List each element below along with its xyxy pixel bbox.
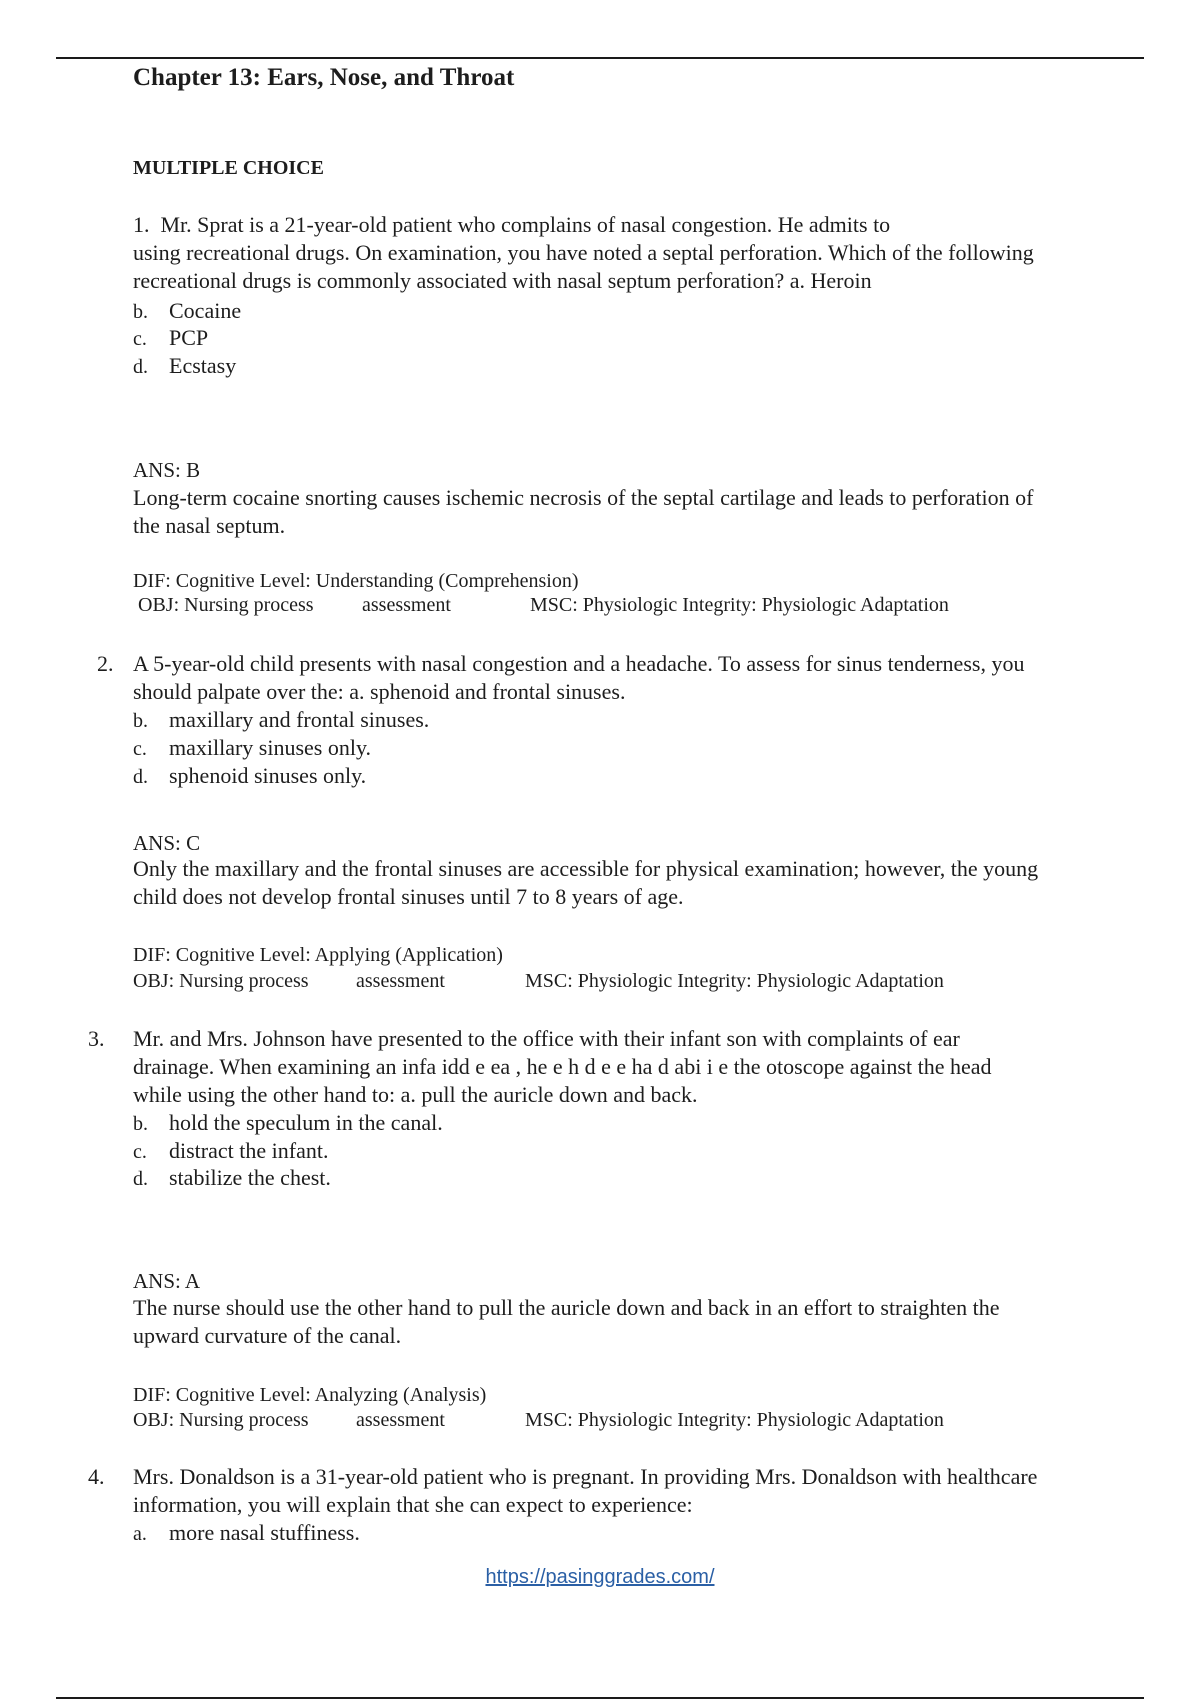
question-stem-line: Mr. Sprat is a 21-year-old patient who complains of nasal congestion. He admits to: [160, 212, 891, 237]
answer-key: ANS: C: [133, 831, 201, 855]
question-stem-line: while using the other hand to: a. pull the auricle down and back.: [133, 1082, 698, 1107]
answer-option: [133, 1164, 331, 1193]
rationale-line: The nurse should use the other hand to pull the auricle down and back in an effort to straighten the: [133, 1295, 1000, 1320]
answer-option: [133, 324, 208, 353]
question-stem-line: Mr. and Mrs. Johnson have presented to the office with their infant son with complaints of ear: [133, 1026, 960, 1051]
question-number: 1.: [133, 212, 150, 237]
answer-option: [133, 762, 366, 791]
option-letter: c.: [133, 738, 147, 760]
option-text: distract the infant.: [169, 1138, 329, 1163]
option-text: sphenoid sinuses only.: [169, 763, 367, 788]
question-stem-line: Mrs. Donaldson is a 31-year-old patient who is pregnant. In providing Mrs. Donaldson with healthcare: [133, 1464, 1038, 1489]
option-letter: b.: [133, 301, 148, 323]
question-number: 2.: [97, 651, 114, 676]
section-heading: MULTIPLE CHOICE: [133, 157, 324, 179]
question-number: 3.: [88, 1026, 105, 1051]
objective: OBJ: Nursing process: [138, 594, 314, 616]
rationale-line: child does not develop frontal sinuses until 7 to 8 years of age.: [133, 884, 684, 909]
answer-option: [133, 734, 371, 763]
answer-key: ANS: B: [133, 458, 201, 482]
msc-category: MSC: Physiologic Integrity: Physiologic Adaptation: [525, 970, 944, 992]
msc-category: MSC: Physiologic Integrity: Physiologic Adaptation: [525, 1409, 944, 1431]
rationale-line: Long-term cocaine snorting causes ischemic necrosis of the septal cartilage and leads to perforation of: [133, 485, 1034, 510]
rationale-line: Only the maxillary and the frontal sinuses are accessible for physical examination; however, the young: [133, 856, 1039, 881]
answer-key: ANS: A: [133, 1269, 201, 1293]
difficulty-level: DIF: Cognitive Level: Analyzing (Analysis): [133, 1384, 487, 1406]
option-text: PCP: [169, 325, 209, 350]
option-text: hold the speculum in the canal.: [169, 1110, 443, 1135]
objective-value: assessment: [362, 594, 451, 616]
bottom-rule: [56, 1697, 1144, 1699]
option-letter: b.: [133, 710, 148, 732]
option-text: Ecstasy: [169, 353, 237, 378]
difficulty-level: DIF: Cognitive Level: Applying (Application): [133, 944, 503, 966]
question-stem-line: recreational drugs is commonly associated with nasal septum perforation? a. Heroin: [133, 268, 872, 293]
answer-option: [133, 706, 429, 735]
objective-value: assessment: [356, 1409, 445, 1431]
question-stem-line: A 5-year-old child presents with nasal congestion and a headache. To assess for sinus tenderness, you: [133, 651, 1025, 676]
option-text: more nasal stuffiness.: [169, 1520, 360, 1545]
question-stem-line: using recreational drugs. On examination, you have noted a septal perforation. Which of the following: [133, 240, 1034, 265]
objective-value: assessment: [356, 970, 445, 992]
answer-option: [133, 352, 236, 381]
objective: OBJ: Nursing process: [133, 970, 309, 992]
question-stem-line: drainage. When examining an infa idd e ea , he e h d e e ha d abi i e the otoscope against the head: [133, 1054, 992, 1079]
option-text: maxillary sinuses only.: [169, 735, 372, 760]
answer-option: [133, 1137, 328, 1166]
question-stem-line: information, you will explain that she can expect to experience:: [133, 1492, 693, 1517]
option-text: maxillary and frontal sinuses.: [169, 707, 430, 732]
answer-option: [133, 297, 241, 326]
answer-option: [133, 1109, 443, 1138]
option-letter: d.: [133, 1168, 148, 1190]
difficulty-level: DIF: Cognitive Level: Understanding (Comprehension): [133, 570, 579, 592]
option-text: stabilize the chest.: [169, 1165, 331, 1190]
option-letter: a.: [133, 1523, 147, 1545]
option-letter: c.: [133, 328, 147, 350]
top-rule: [56, 57, 1144, 59]
objective: OBJ: Nursing process: [133, 1409, 309, 1431]
footer-link[interactable]: https://pasinggrades.com/: [485, 1566, 715, 1588]
rationale-line: upward curvature of the canal.: [133, 1323, 402, 1348]
question-1: [133, 211, 890, 239]
question-number: 4.: [88, 1464, 105, 1489]
option-text: Cocaine: [169, 298, 242, 323]
option-letter: b.: [133, 1113, 148, 1135]
question-stem-line: should palpate over the: a. sphenoid and frontal sinuses.: [133, 679, 626, 704]
option-letter: d.: [133, 356, 148, 378]
rationale-line: the nasal septum.: [133, 513, 286, 538]
answer-option: [133, 1519, 360, 1548]
option-letter: c.: [133, 1141, 147, 1163]
chapter-title: Chapter 13: Ears, Nose, and Throat: [133, 64, 515, 91]
option-letter: d.: [133, 766, 148, 788]
msc-category: MSC: Physiologic Integrity: Physiologic Adaptation: [530, 594, 949, 616]
